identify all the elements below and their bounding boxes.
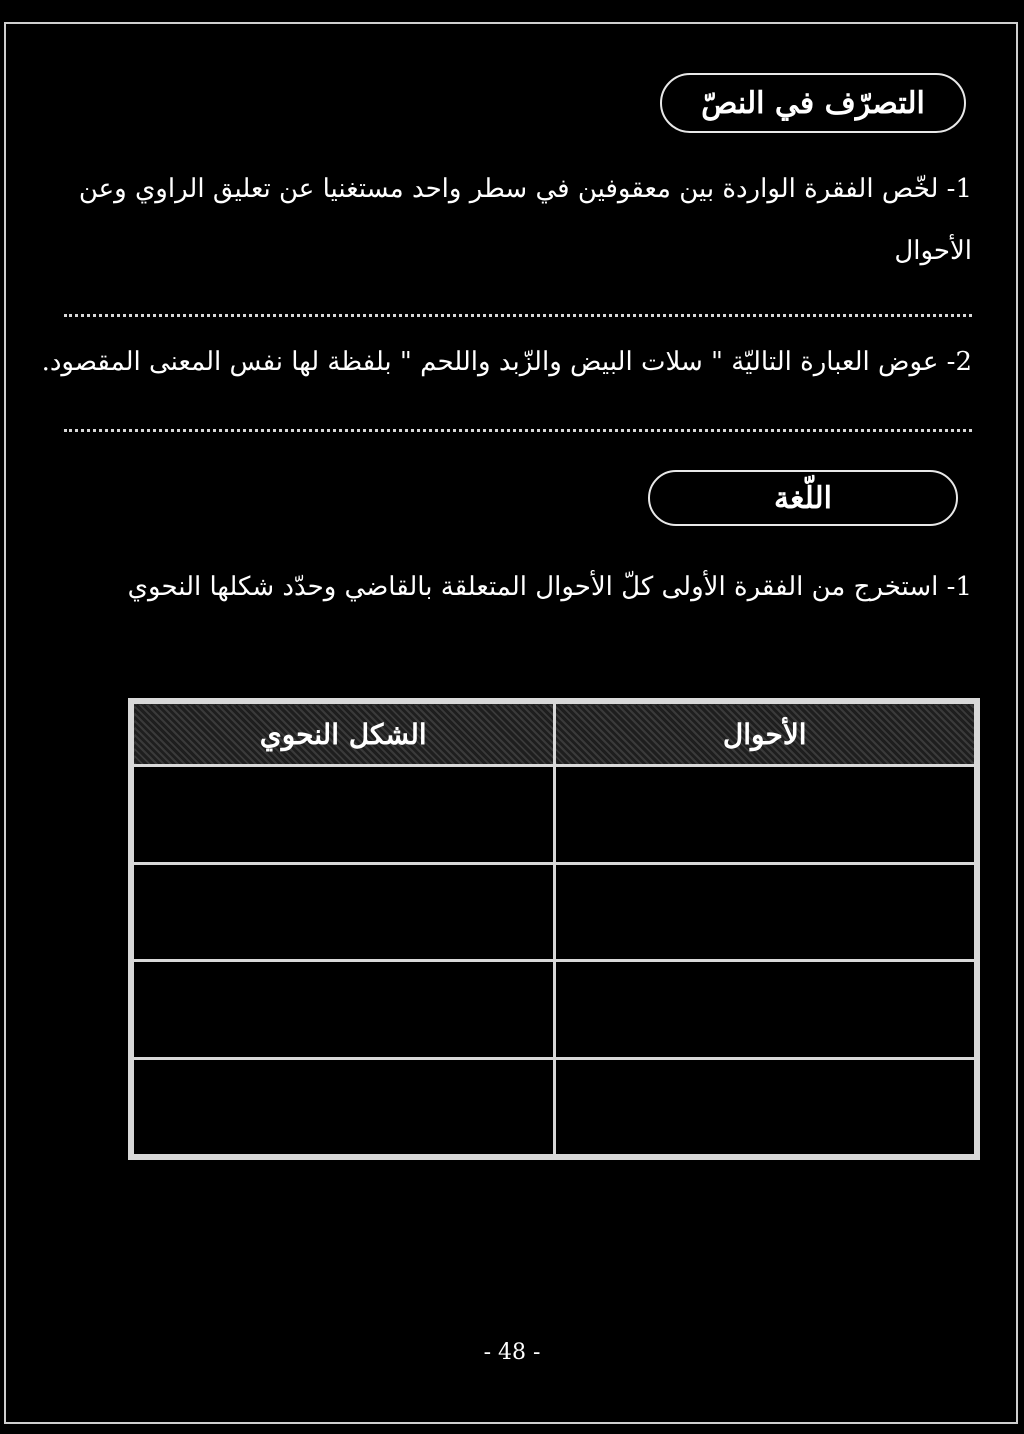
table-cell[interactable] bbox=[554, 1058, 976, 1156]
page-number: - 48 - bbox=[483, 1340, 541, 1365]
answer-table bbox=[131, 701, 977, 1157]
table-cell[interactable] bbox=[133, 1058, 555, 1156]
table-cell[interactable] bbox=[554, 863, 976, 961]
question-summary-line2: الأحوال bbox=[894, 236, 972, 266]
section-title-language bbox=[648, 470, 958, 526]
question-extract-circumstances: 1- استخرج من الفقرة الأولى كلّ الأحوال المتعلقة بالقاضي وحدّد شكلها النحوي bbox=[127, 572, 972, 602]
table-row bbox=[133, 961, 976, 1059]
table-row bbox=[133, 766, 976, 864]
table-cell[interactable] bbox=[554, 766, 976, 864]
question-replace-phrase: 2- عوض العبارة التاليّة " سلات البيض والزّبد واللحم " بلفظة لها نفس المعنى المقصود. bbox=[41, 347, 972, 377]
column-header-grammatical-form: الشكل النحوي bbox=[133, 703, 555, 766]
section-title-text-handling-label: التصرّف في النصّ bbox=[701, 85, 925, 121]
question-summary-line1: 1- لخّص الفقرة الواردة بين معقوفين في سطر واحد مستغنيا عن تعليق الراوي وعن bbox=[78, 174, 972, 204]
table-cell[interactable] bbox=[133, 961, 555, 1059]
answer-dotted-line bbox=[64, 314, 972, 317]
table-row bbox=[133, 863, 976, 961]
table-cell[interactable] bbox=[133, 863, 555, 961]
table-row bbox=[133, 1058, 976, 1156]
answer-dotted-line bbox=[64, 429, 972, 432]
answer-table-frame bbox=[128, 698, 980, 1160]
section-title-text-handling bbox=[660, 73, 966, 133]
table-header-row bbox=[133, 703, 976, 766]
section-title-language-label: اللّغة bbox=[774, 480, 832, 516]
table-cell[interactable] bbox=[554, 961, 976, 1059]
table-cell[interactable] bbox=[133, 766, 555, 864]
column-header-circumstances: الأحوال bbox=[554, 703, 976, 766]
